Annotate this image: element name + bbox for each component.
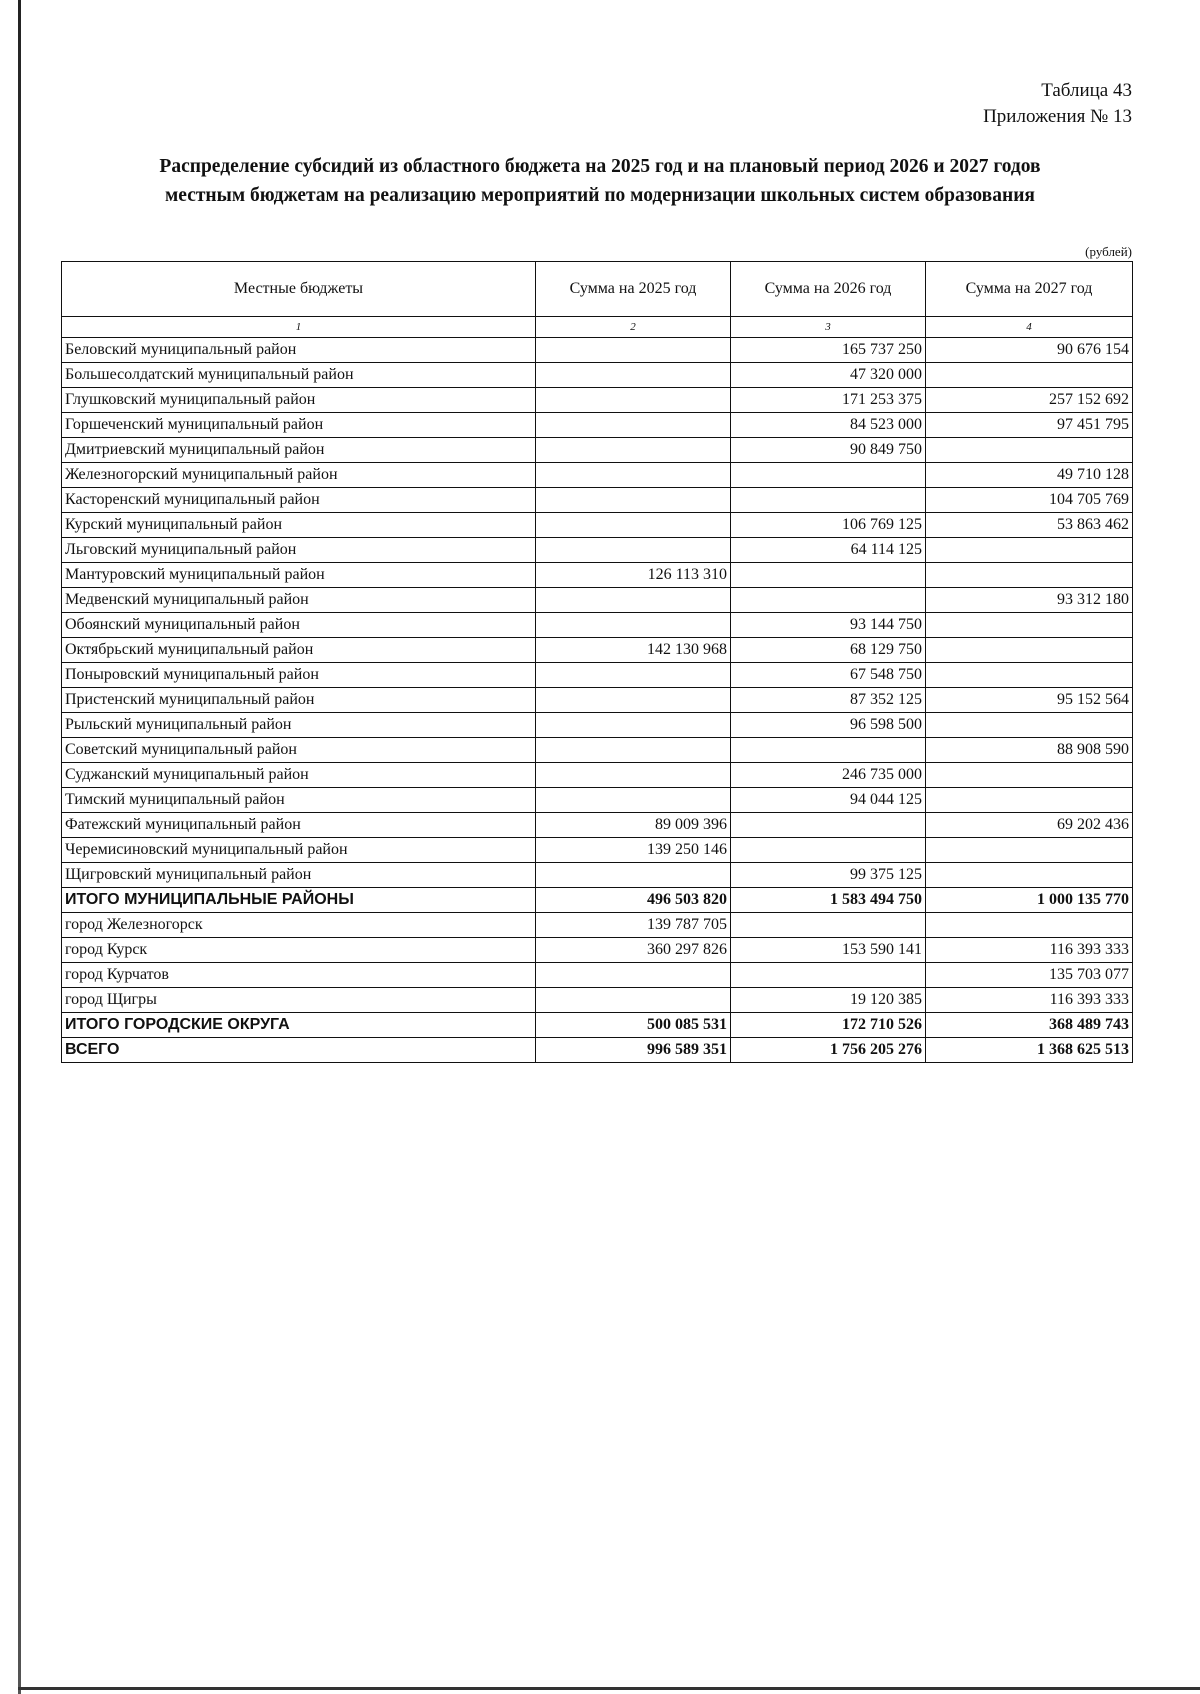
table-row bbox=[62, 413, 1133, 438]
budget-name-cell: Советский муниципальный район bbox=[62, 738, 536, 763]
sum-2025-cell: 360 297 826 bbox=[536, 938, 731, 963]
budget-name-cell: ИТОГО ГОРОДСКИЕ ОКРУГА bbox=[62, 1013, 536, 1038]
sum-2026-cell bbox=[731, 463, 926, 488]
sum-2025-cell bbox=[536, 713, 731, 738]
sum-2026-cell: 153 590 141 bbox=[731, 938, 926, 963]
table-number: Таблица 43 bbox=[1041, 80, 1132, 101]
sum-2026-cell: 67 548 750 bbox=[731, 663, 926, 688]
table-row bbox=[62, 988, 1133, 1013]
budget-name-cell: Горшеченский муниципальный район bbox=[62, 413, 536, 438]
sum-2025-cell: 89 009 396 bbox=[536, 813, 731, 838]
table-total-row bbox=[62, 888, 1133, 913]
sum-2026-cell bbox=[731, 588, 926, 613]
sum-2025-cell bbox=[536, 488, 731, 513]
sum-2026-cell: 90 849 750 bbox=[731, 438, 926, 463]
sum-2025-cell bbox=[536, 663, 731, 688]
sum-2026-cell: 94 044 125 bbox=[731, 788, 926, 813]
sum-2027-cell bbox=[926, 863, 1133, 888]
sum-2027-cell: 104 705 769 bbox=[926, 488, 1133, 513]
document-reference bbox=[983, 78, 1132, 130]
sum-2027-cell: 368 489 743 bbox=[926, 1013, 1133, 1038]
sum-2026-cell: 1 756 205 276 bbox=[731, 1038, 926, 1063]
sum-2026-cell: 96 598 500 bbox=[731, 713, 926, 738]
budget-name-cell: город Курчатов bbox=[62, 963, 536, 988]
header-sum-2027: Сумма на 2027 год bbox=[926, 262, 1133, 317]
table-row bbox=[62, 788, 1133, 813]
budget-name-cell: Медвенский муниципальный район bbox=[62, 588, 536, 613]
table-row bbox=[62, 938, 1133, 963]
scan-edge-left bbox=[18, 0, 21, 1694]
sum-2026-cell: 106 769 125 bbox=[731, 513, 926, 538]
sum-2025-cell: 142 130 968 bbox=[536, 638, 731, 663]
sum-2026-cell: 87 352 125 bbox=[731, 688, 926, 713]
header-sum-2026: Сумма на 2026 год bbox=[731, 262, 926, 317]
sum-2027-cell bbox=[926, 563, 1133, 588]
table-row bbox=[62, 538, 1133, 563]
table-row bbox=[62, 388, 1133, 413]
sum-2027-cell bbox=[926, 613, 1133, 638]
table-row bbox=[62, 838, 1133, 863]
sum-2026-cell bbox=[731, 913, 926, 938]
document-title bbox=[60, 152, 1140, 210]
sum-2025-cell bbox=[536, 763, 731, 788]
sum-2025-cell bbox=[536, 438, 731, 463]
table-body bbox=[62, 338, 1133, 1063]
table-row bbox=[62, 913, 1133, 938]
budget-name-cell: Обоянский муниципальный район bbox=[62, 613, 536, 638]
sum-2025-cell bbox=[536, 588, 731, 613]
table-row bbox=[62, 813, 1133, 838]
table-row bbox=[62, 438, 1133, 463]
budget-name-cell: Большесолдатский муниципальный район bbox=[62, 363, 536, 388]
table-row bbox=[62, 613, 1133, 638]
sum-2027-cell bbox=[926, 713, 1133, 738]
sum-2025-cell: 996 589 351 bbox=[536, 1038, 731, 1063]
sum-2026-cell: 1 583 494 750 bbox=[731, 888, 926, 913]
budget-name-cell: Тимский муниципальный район bbox=[62, 788, 536, 813]
budget-name-cell: город Железногорск bbox=[62, 913, 536, 938]
table-row bbox=[62, 563, 1133, 588]
table-row bbox=[62, 513, 1133, 538]
sum-2027-cell bbox=[926, 913, 1133, 938]
sum-2026-cell bbox=[731, 813, 926, 838]
budget-name-cell: Рыльский муниципальный район bbox=[62, 713, 536, 738]
budget-name-cell: Октябрьский муниципальный район bbox=[62, 638, 536, 663]
table-header-row bbox=[62, 262, 1133, 317]
appendix-number: Приложения № 13 bbox=[983, 106, 1132, 127]
sum-2025-cell bbox=[536, 963, 731, 988]
budget-name-cell: Пристенский муниципальный район bbox=[62, 688, 536, 713]
budget-name-cell: Поныровский муниципальный район bbox=[62, 663, 536, 688]
sum-2026-cell: 84 523 000 bbox=[731, 413, 926, 438]
sum-2027-cell bbox=[926, 663, 1133, 688]
table-total-row bbox=[62, 1013, 1133, 1038]
table-row bbox=[62, 338, 1133, 363]
budget-name-cell: Фатежский муниципальный район bbox=[62, 813, 536, 838]
sum-2027-cell: 53 863 462 bbox=[926, 513, 1133, 538]
sum-2027-cell bbox=[926, 538, 1133, 563]
sum-2026-cell: 93 144 750 bbox=[731, 613, 926, 638]
budget-name-cell: город Щигры bbox=[62, 988, 536, 1013]
budget-name-cell: Мантуровский муниципальный район bbox=[62, 563, 536, 588]
budget-name-cell: ИТОГО МУНИЦИПАЛЬНЫЕ РАЙОНЫ bbox=[62, 888, 536, 913]
sum-2027-cell: 97 451 795 bbox=[926, 413, 1133, 438]
sum-2027-cell bbox=[926, 363, 1133, 388]
budget-name-cell: Железногорский муниципальный район bbox=[62, 463, 536, 488]
sum-2025-cell bbox=[536, 338, 731, 363]
scan-edge-bottom bbox=[18, 1687, 1200, 1690]
sum-2026-cell bbox=[731, 738, 926, 763]
budget-name-cell: город Курск bbox=[62, 938, 536, 963]
sum-2025-cell: 500 085 531 bbox=[536, 1013, 731, 1038]
sum-2027-cell: 95 152 564 bbox=[926, 688, 1133, 713]
sum-2025-cell bbox=[536, 413, 731, 438]
table-row bbox=[62, 713, 1133, 738]
sum-2026-cell bbox=[731, 963, 926, 988]
budget-name-cell: ВСЕГО bbox=[62, 1038, 536, 1063]
table-row bbox=[62, 663, 1133, 688]
sum-2025-cell bbox=[536, 613, 731, 638]
title-line-1: Распределение субсидий из областного бюджета на 2025 год и на плановый период 2026 и 2027 годов bbox=[159, 156, 1041, 177]
sum-2027-cell: 116 393 333 bbox=[926, 988, 1133, 1013]
sum-2025-cell: 139 787 705 bbox=[536, 913, 731, 938]
sum-2027-cell: 1 368 625 513 bbox=[926, 1038, 1133, 1063]
sum-2026-cell: 99 375 125 bbox=[731, 863, 926, 888]
column-number: 2 bbox=[536, 317, 731, 338]
table-total-row bbox=[62, 1038, 1133, 1063]
budget-name-cell: Щигровский муниципальный район bbox=[62, 863, 536, 888]
sum-2027-cell: 1 000 135 770 bbox=[926, 888, 1133, 913]
title-line-2: местным бюджетам на реализацию мероприятий по модернизации школьных систем образования bbox=[165, 185, 1035, 206]
header-local-budgets: Местные бюджеты bbox=[62, 262, 536, 317]
sum-2025-cell bbox=[536, 388, 731, 413]
sum-2026-cell bbox=[731, 563, 926, 588]
sum-2025-cell: 139 250 146 bbox=[536, 838, 731, 863]
sum-2026-cell: 246 735 000 bbox=[731, 763, 926, 788]
sum-2027-cell bbox=[926, 638, 1133, 663]
sum-2025-cell bbox=[536, 538, 731, 563]
sum-2026-cell: 19 120 385 bbox=[731, 988, 926, 1013]
sum-2025-cell bbox=[536, 513, 731, 538]
column-number: 3 bbox=[731, 317, 926, 338]
sum-2025-cell bbox=[536, 738, 731, 763]
sum-2025-cell: 126 113 310 bbox=[536, 563, 731, 588]
subsidy-table bbox=[61, 261, 1133, 1063]
table-row bbox=[62, 688, 1133, 713]
budget-name-cell: Глушковский муниципальный район bbox=[62, 388, 536, 413]
column-number: 1 bbox=[62, 317, 536, 338]
budget-name-cell: Дмитриевский муниципальный район bbox=[62, 438, 536, 463]
table-row bbox=[62, 963, 1133, 988]
column-number: 4 bbox=[926, 317, 1133, 338]
sum-2027-cell bbox=[926, 788, 1133, 813]
sum-2025-cell bbox=[536, 363, 731, 388]
sum-2027-cell: 93 312 180 bbox=[926, 588, 1133, 613]
budget-name-cell: Черемисиновский муниципальный район bbox=[62, 838, 536, 863]
sum-2027-cell: 49 710 128 bbox=[926, 463, 1133, 488]
budget-name-cell: Суджанский муниципальный район bbox=[62, 763, 536, 788]
header-sum-2025: Сумма на 2025 год bbox=[536, 262, 731, 317]
sum-2025-cell bbox=[536, 988, 731, 1013]
table-row bbox=[62, 738, 1133, 763]
table-row bbox=[62, 638, 1133, 663]
sum-2027-cell: 135 703 077 bbox=[926, 963, 1133, 988]
budget-name-cell: Касторенский муниципальный район bbox=[62, 488, 536, 513]
sum-2025-cell bbox=[536, 688, 731, 713]
budget-name-cell: Льговский муниципальный район bbox=[62, 538, 536, 563]
sum-2026-cell bbox=[731, 838, 926, 863]
column-number-row bbox=[62, 317, 1133, 338]
table-row bbox=[62, 763, 1133, 788]
sum-2027-cell: 90 676 154 bbox=[926, 338, 1133, 363]
sum-2027-cell bbox=[926, 438, 1133, 463]
sum-2025-cell: 496 503 820 bbox=[536, 888, 731, 913]
sum-2026-cell: 165 737 250 bbox=[731, 338, 926, 363]
sum-2025-cell bbox=[536, 788, 731, 813]
table-row bbox=[62, 488, 1133, 513]
sum-2027-cell bbox=[926, 763, 1133, 788]
table-row bbox=[62, 588, 1133, 613]
sum-2025-cell bbox=[536, 863, 731, 888]
table-row bbox=[62, 463, 1133, 488]
sum-2026-cell: 64 114 125 bbox=[731, 538, 926, 563]
sum-2027-cell: 69 202 436 bbox=[926, 813, 1133, 838]
units-label: (рублей) bbox=[1085, 244, 1132, 259]
sum-2027-cell: 116 393 333 bbox=[926, 938, 1133, 963]
table-row bbox=[62, 363, 1133, 388]
budget-name-cell: Беловский муниципальный район bbox=[62, 338, 536, 363]
sum-2026-cell: 172 710 526 bbox=[731, 1013, 926, 1038]
sum-2026-cell: 68 129 750 bbox=[731, 638, 926, 663]
budget-name-cell: Курский муниципальный район bbox=[62, 513, 536, 538]
table-row bbox=[62, 863, 1133, 888]
sum-2026-cell: 171 253 375 bbox=[731, 388, 926, 413]
sum-2026-cell: 47 320 000 bbox=[731, 363, 926, 388]
sum-2027-cell bbox=[926, 838, 1133, 863]
sum-2026-cell bbox=[731, 488, 926, 513]
sum-2025-cell bbox=[536, 463, 731, 488]
sum-2027-cell: 257 152 692 bbox=[926, 388, 1133, 413]
sum-2027-cell: 88 908 590 bbox=[926, 738, 1133, 763]
